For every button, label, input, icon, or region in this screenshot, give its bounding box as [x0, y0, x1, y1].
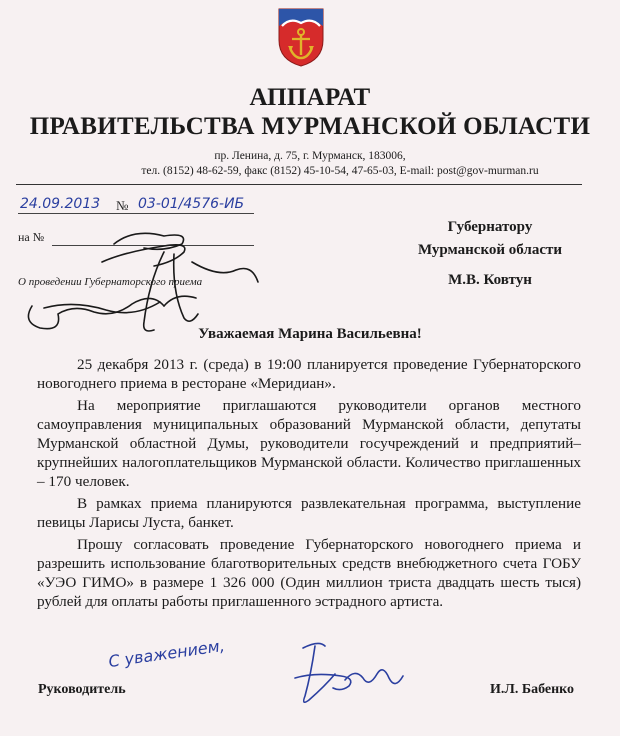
registration-date: 24.09.2013: [20, 196, 101, 212]
addressee-block: [400, 216, 580, 292]
address-line2: тел. (8152) 48-62-59, факс (8152) 45-10-54, 47-65-03, E-mail: post@gov-murman.ru: [141, 165, 539, 177]
header-divider: [16, 184, 582, 185]
org-title-line2: ПРАВИТЕЛЬСТВА МУРМАНСКОЙ ОБЛАСТИ: [29, 113, 591, 140]
signer-signature-icon: [285, 634, 415, 714]
signer-name: И.Л. Бабенко: [490, 682, 575, 697]
registration-number: 03-01/4576-ИБ: [138, 196, 245, 212]
letter-subject: О проведении Губернаторского приема: [18, 276, 203, 288]
body-paragraph: Прошу согласовать проведение Губернаторского новогоднего приема и разрешить использование благотворительных средств внебюджетного счета ГОБУ «УЭО ГИМО» в размере 1 326 000 (Один миллион триста двадцать шесть тыся) рублей для оплаты работы приглашенного эстрадного артиста.: [37, 536, 581, 610]
reply-prefix: на №: [18, 230, 45, 244]
address-line1: пр. Ленина, д. 75, г. Мурманск, 183006,: [214, 150, 406, 162]
body-paragraph: В рамках приема планируются развлекательная программа, выступление певицы Ларисы Луста, банкет.: [37, 495, 581, 531]
addressee-name: М.В. Ковтун: [448, 272, 532, 288]
salutation: Уважаемая Марина Васильевна!: [198, 326, 422, 342]
registration-underline: [18, 213, 254, 214]
handwritten-closing: С уважением,: [107, 635, 226, 672]
letter-body: [37, 355, 581, 611]
addressee-title: Губернатору: [447, 219, 533, 235]
addressee-region: Мурманской области: [417, 242, 563, 258]
signer-position: Руководитель: [38, 682, 126, 697]
body-paragraph: 25 декабря 2013 г. (среда) в 19:00 планируется проведение Губернаторского новогоднего приема в ресторане «Меридиан».: [37, 356, 581, 392]
coat-of-arms-icon: [276, 6, 326, 68]
body-paragraph: На мероприятие приглашаются руководители органов местного самоуправления муниципальных образований Мурманской области, депутаты Мурманской областной Думы, руководители госучреждений и предприятий– крупнейших налогоплательщиков Мурманской области. Количество приглашенных – 170 человек.: [37, 397, 581, 490]
approval-signature-icon: [14, 222, 284, 342]
org-title-line1: АППАРАТ: [249, 84, 371, 111]
registration-line: [18, 196, 254, 216]
registration-number-prefix: №: [116, 198, 129, 213]
